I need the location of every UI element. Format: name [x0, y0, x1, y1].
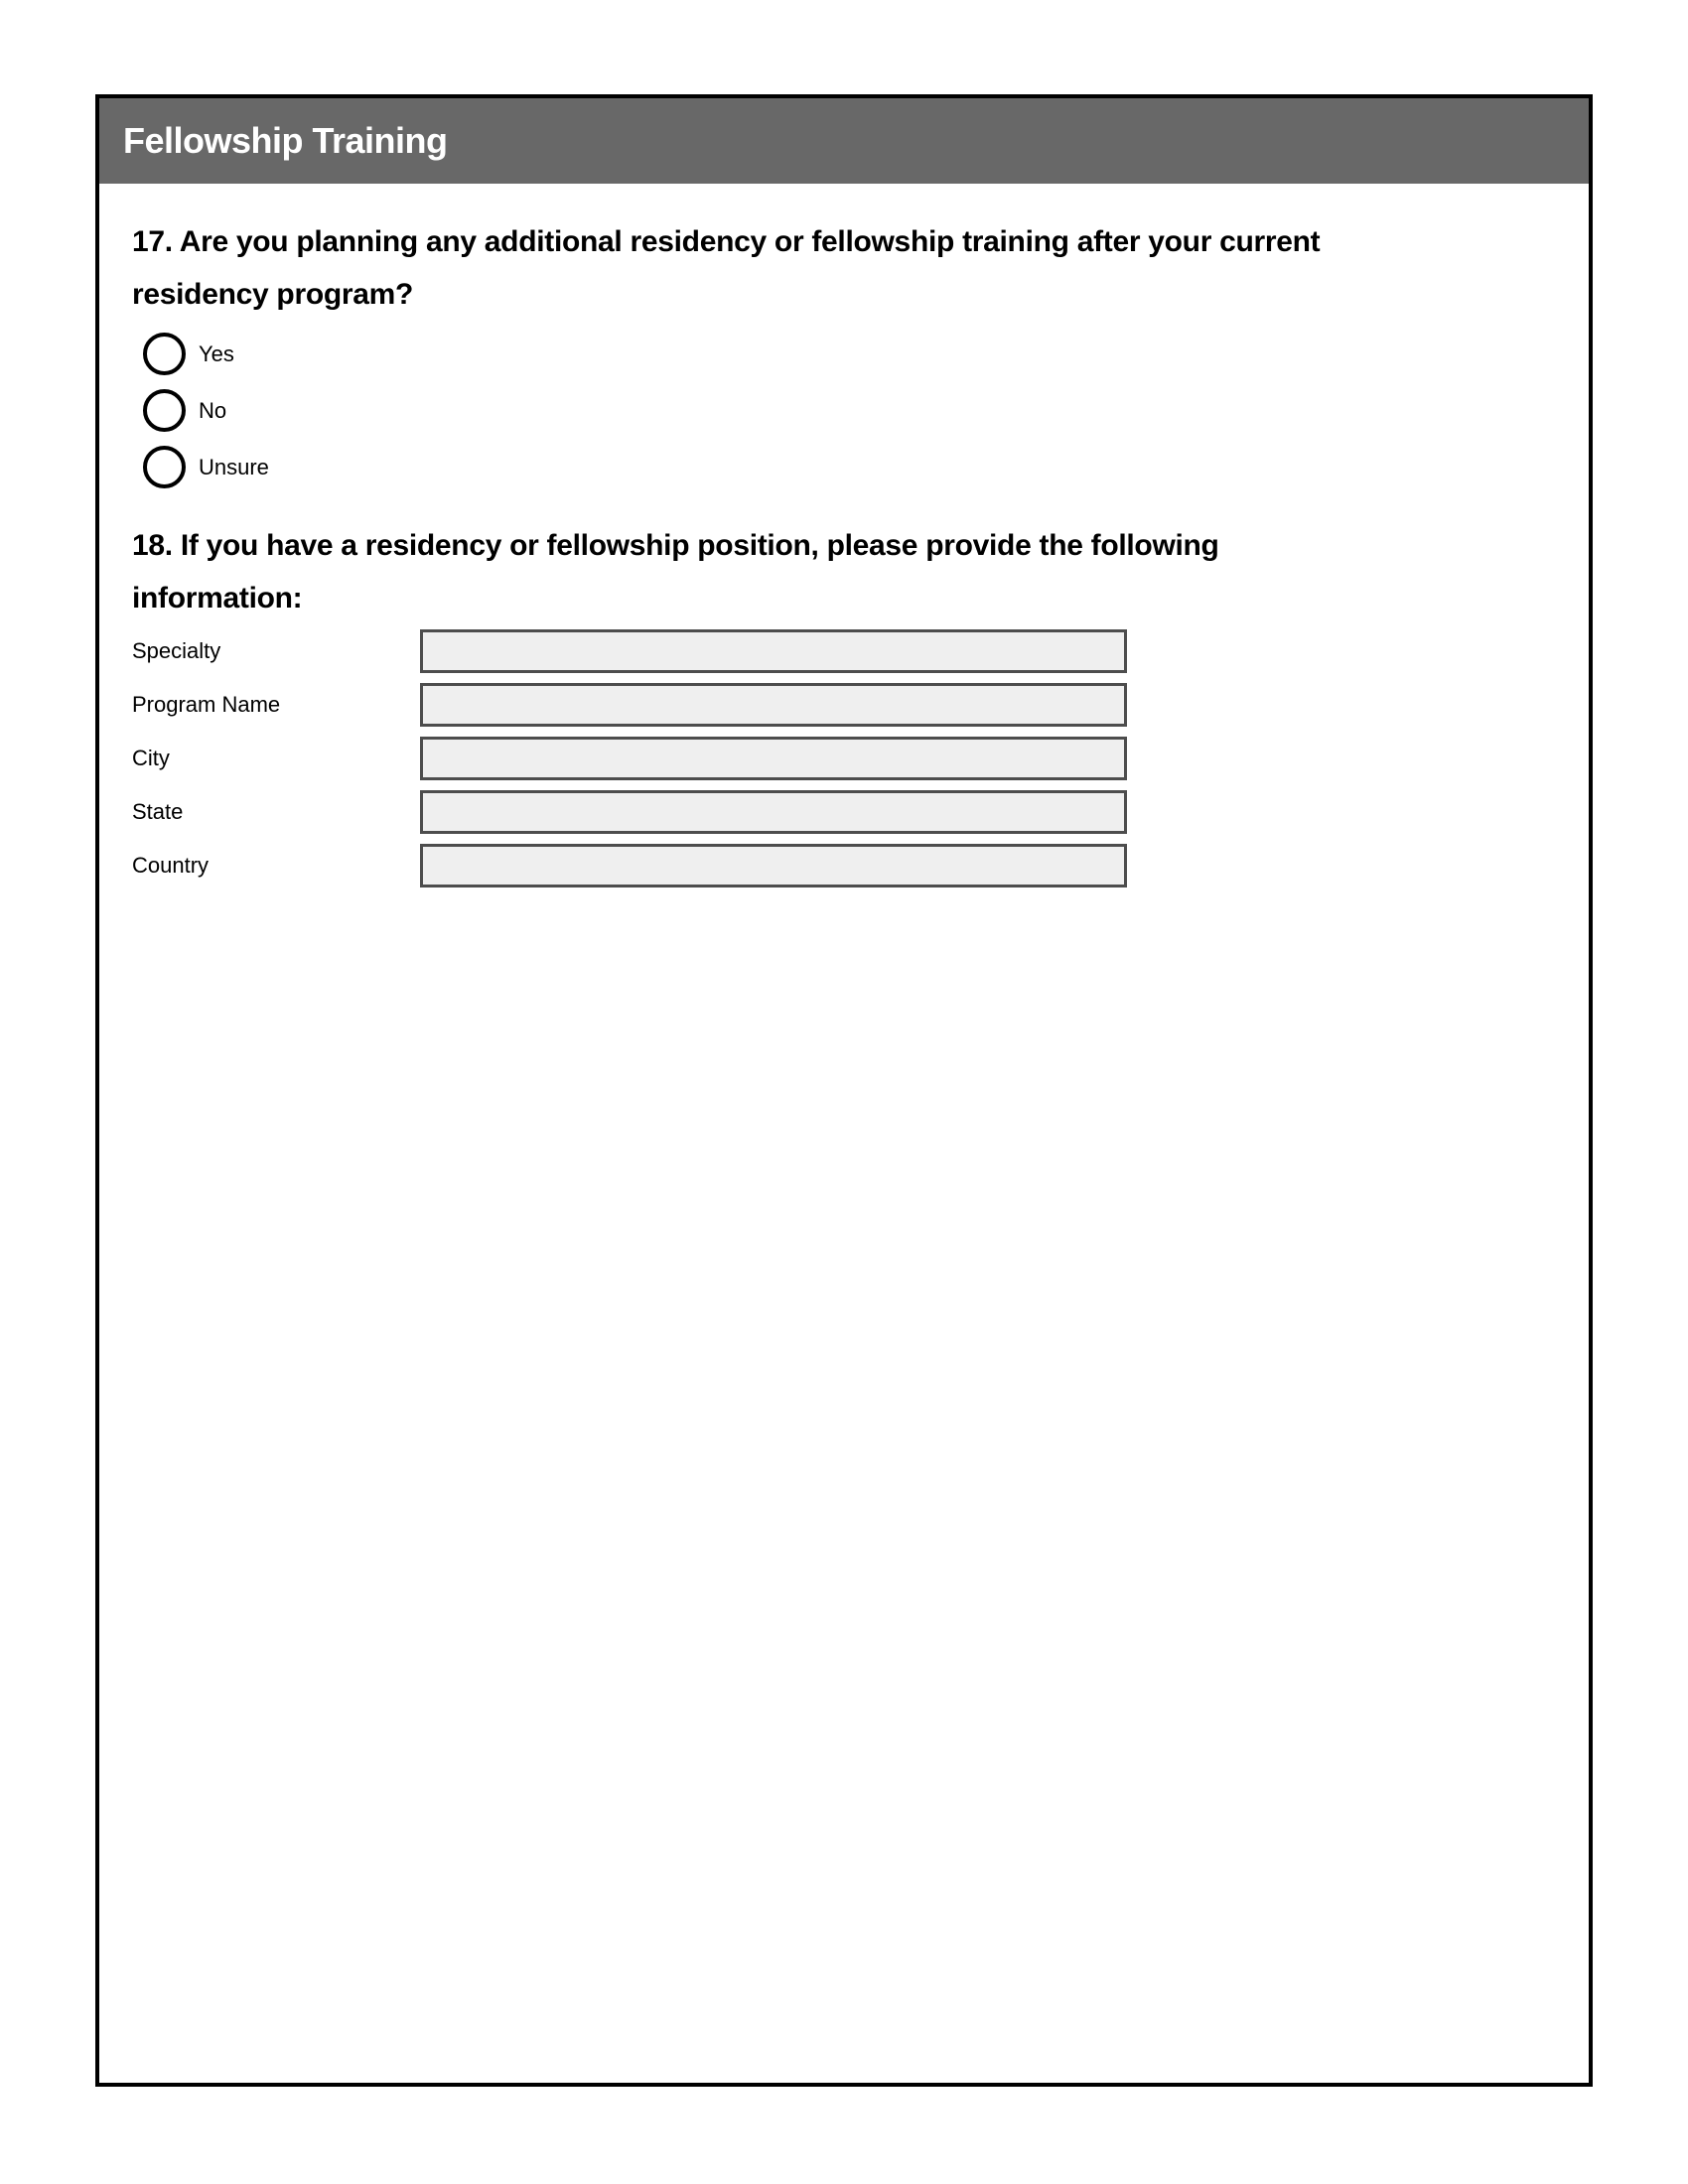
radio-button-icon[interactable] — [143, 446, 186, 488]
question-17-line-1: 17. Are you planning any additional residency or fellowship training after your current — [132, 225, 1321, 258]
form-content — [99, 215, 1589, 887]
state-label: State — [132, 799, 184, 824]
field-row-specialty — [132, 629, 1549, 673]
question-17-text — [132, 215, 1522, 321]
section-header — [99, 98, 1589, 184]
state-input[interactable] — [420, 790, 1127, 834]
radio-option-no[interactable] — [143, 389, 226, 432]
question-18-line-2: information: — [132, 582, 303, 614]
city-label: City — [132, 746, 170, 770]
radio-option-yes-label: Yes — [199, 341, 234, 366]
program-name-input[interactable] — [420, 683, 1127, 727]
field-row-country — [132, 844, 1549, 887]
country-label: Country — [132, 853, 210, 878]
field-row-city — [132, 737, 1549, 780]
city-input[interactable] — [420, 737, 1127, 780]
field-row-state — [132, 790, 1549, 834]
radio-button-icon[interactable] — [143, 333, 186, 375]
country-input[interactable] — [420, 844, 1127, 887]
question-18-text — [132, 519, 1522, 624]
specialty-label: Specialty — [132, 638, 221, 663]
radio-option-unsure-label: Unsure — [199, 455, 269, 479]
field-row-program-name — [132, 683, 1549, 727]
radio-button-icon[interactable] — [143, 389, 186, 432]
question-17-line-2: residency program? — [132, 278, 414, 311]
program-name-label: Program Name — [132, 692, 281, 717]
specialty-input[interactable] — [420, 629, 1127, 673]
page-frame — [95, 94, 1593, 2087]
question-17-options — [143, 333, 1549, 488]
question-18-line-1: 18. If you have a residency or fellowship position, please provide the following — [132, 529, 1219, 562]
radio-option-no-label: No — [199, 398, 227, 423]
question-18-fields — [132, 629, 1549, 887]
radio-option-yes[interactable] — [143, 333, 234, 375]
radio-option-unsure[interactable] — [143, 446, 269, 488]
section-title: Fellowship Training — [123, 120, 448, 161]
